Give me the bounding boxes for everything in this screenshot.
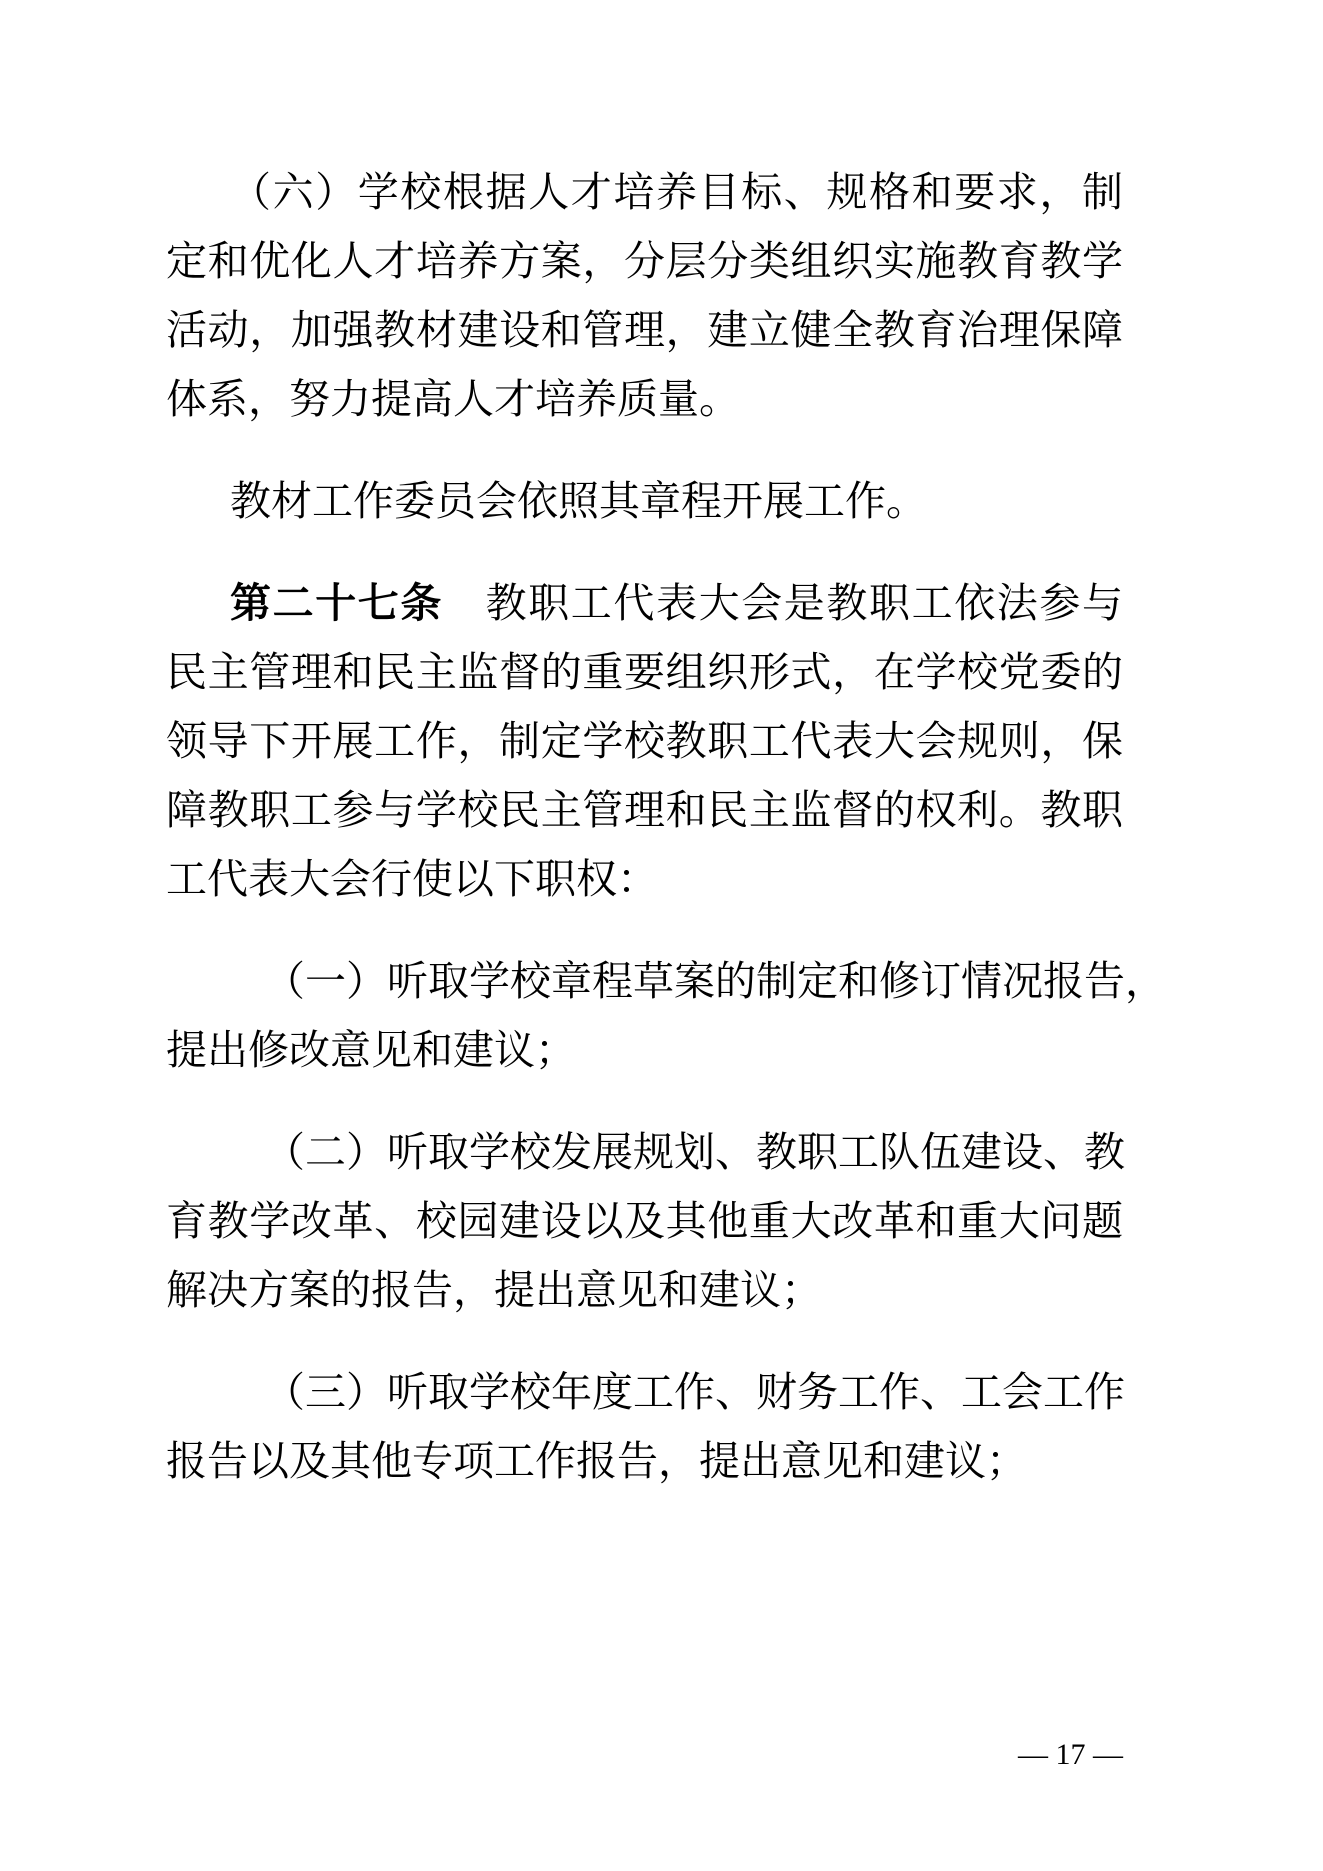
article-text: 教职工代表大会是教职工依法参与: [443, 580, 1123, 626]
article-number: 第二十七条: [230, 580, 443, 626]
page-number: — 17 —: [1018, 1738, 1123, 1771]
text-line: 体系，努力提高人才培养质量。: [166, 376, 740, 422]
text-line: 民主管理和民主监督的重要组织形式，在学校党委的: [166, 649, 1123, 695]
text-line: 工代表大会行使以下职权：: [166, 856, 658, 902]
text-line: 定和优化人才培养方案，分层分类组织实施教育教学: [166, 238, 1123, 284]
document-body: [166, 158, 1166, 1496]
text-line: 报告以及其他专项工作报告，提出意见和建议；: [166, 1438, 1027, 1484]
text-line: 障教职工参与学校民主管理和民主监督的权利。教职: [166, 787, 1123, 833]
text-line: 提出修改意见和建议；: [166, 1027, 576, 1073]
text-line: （三）听取学校年度工作、财务工作、工会工作: [264, 1369, 1125, 1415]
text-line: 活动，加强教材建设和管理，建立健全教育治理保障: [166, 307, 1123, 353]
paragraph-item-three: [166, 1358, 1123, 1496]
paragraph-item-six: [166, 158, 1123, 434]
paragraph-item-one: [166, 947, 1166, 1085]
paragraph-textbook-committee: [166, 467, 1123, 536]
text-line: （一）听取学校章程草案的制定和修订情况报告，: [264, 958, 1166, 1004]
text-line: （二）听取学校发展规划、教职工队伍建设、教: [264, 1129, 1125, 1175]
text-line: 育教学改革、校园建设以及其他重大改革和重大问题: [166, 1198, 1123, 1244]
paragraph-article-27: [166, 569, 1123, 914]
text-line: 领导下开展工作，制定学校教职工代表大会规则，保: [166, 718, 1123, 764]
text-line: [166, 569, 1123, 638]
text-line: （六）学校根据人才培养目标、规格和要求，制: [230, 169, 1123, 215]
paragraph-item-two: [166, 1118, 1123, 1325]
text-line: 解决方案的报告，提出意见和建议；: [166, 1267, 822, 1313]
text-line: 教材工作委员会依照其章程开展工作。: [230, 478, 927, 524]
